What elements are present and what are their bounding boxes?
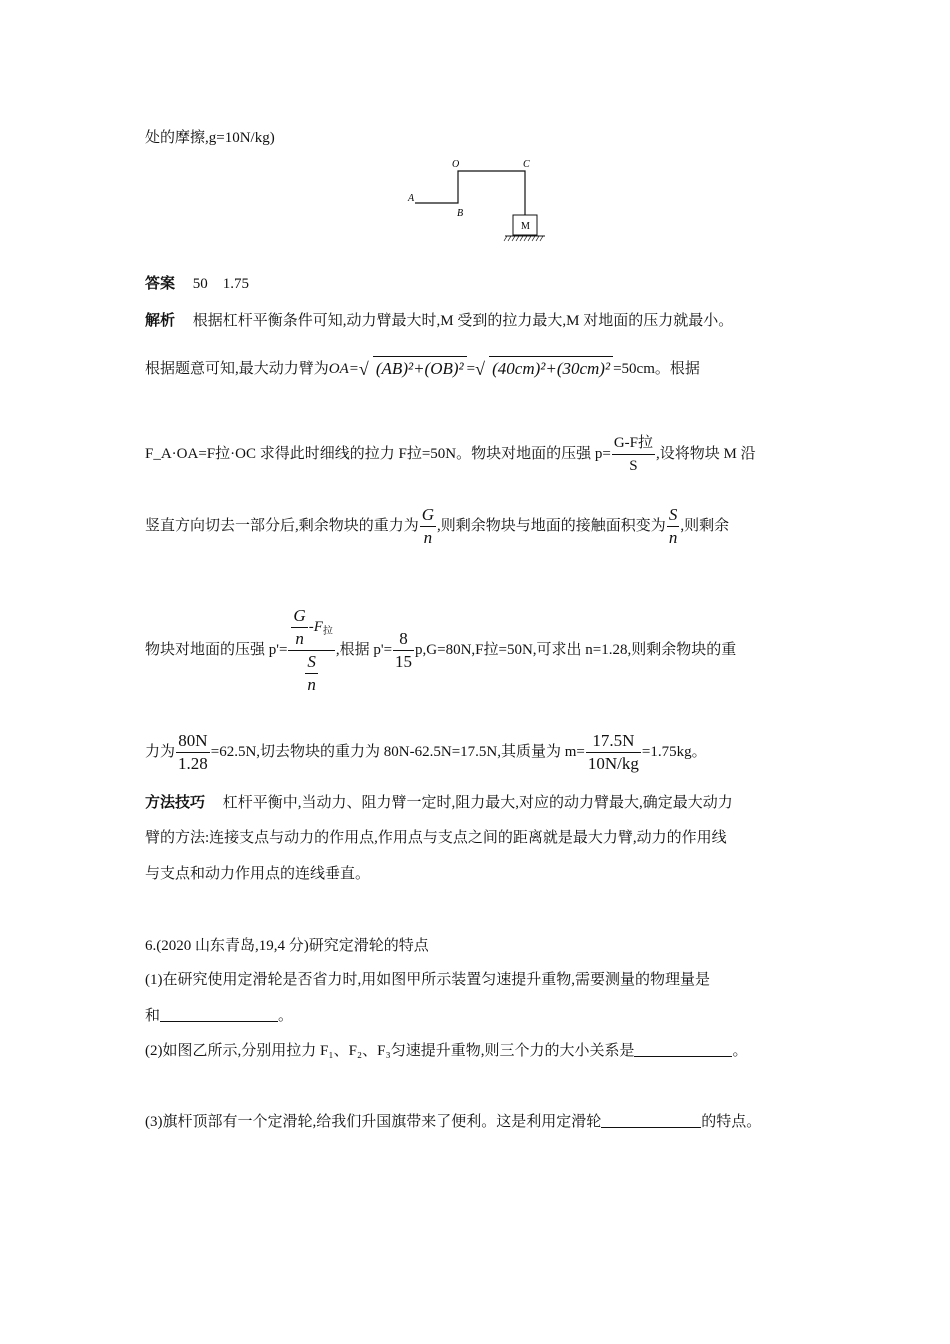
label-a: A — [408, 193, 415, 204]
q2-end: 。 — [732, 1043, 748, 1059]
pressure-den: S — [629, 458, 638, 475]
question-2 — [145, 1041, 747, 1061]
method-line-1 — [145, 792, 733, 813]
method-l3: 与支点和动力作用点的连线垂直。 — [145, 866, 371, 882]
ratio-num: 8 — [393, 628, 414, 651]
question-title-text: 6.(2020 山东青岛,19,4 分)研究定滑轮的特点 — [145, 938, 429, 954]
area-fraction — [667, 504, 680, 549]
q1-end: 。 — [278, 1008, 294, 1024]
analysis-p6-mid: =62.5N,切去物块的重力为 80N-62.5N=17.5N,其质量为 m= — [210, 744, 585, 760]
analysis-p3-post: ,设将物块 M 沿 — [656, 446, 756, 462]
label-m: M — [521, 221, 530, 232]
analysis-label: 解析 — [145, 311, 176, 329]
weight-num: 80N — [176, 730, 210, 753]
friction-line — [145, 128, 275, 148]
mass-fraction — [586, 730, 641, 775]
analysis-line-6 — [145, 728, 707, 776]
analysis-p3-pre: F_A·OA=F拉·OC 求得此时细线的拉力 F拉=50N。物块对地面的压强 p= — [145, 446, 611, 462]
analysis-p2-pre: 根据题意可知,最大动力臂为 — [145, 361, 329, 377]
analysis-p2-post: =50cm。根据 — [613, 361, 700, 377]
analysis-line-2: 根据题意可知,最大动力臂为OA= √ (AB)²+(OB)² = √ (40cm)²+(30cm)² =50cm。根据 — [145, 356, 700, 383]
compound-g: G — [291, 605, 307, 628]
method-l1: 杠杆平衡中,当动力、阻力臂一定时,阻力最大,对应的动力臂最大,确定最大动力 — [222, 795, 733, 811]
q3-answer-blank[interactable] — [601, 1113, 701, 1128]
analysis-p6-post: =1.75kg。 — [641, 744, 707, 760]
question-1a — [145, 970, 710, 990]
compound-n1: n — [295, 629, 304, 649]
pressure-fraction — [612, 432, 655, 477]
gravity-den: n — [423, 528, 433, 548]
analysis-line-4 — [145, 502, 729, 550]
q1-text: (1)在研究使用定滑轮是否省力时,用如图甲所示装置匀速提升重物,需要测量的物理量是 — [145, 972, 710, 988]
sqrt-2-content: (40cm)²+(30cm)² — [489, 356, 613, 378]
answer-label: 答案 — [145, 274, 176, 292]
ratio-fraction — [393, 628, 414, 673]
question-title — [145, 936, 429, 956]
sqrt-1-content: (AB)²+(OB)² — [373, 356, 467, 378]
gravity-fraction — [420, 504, 436, 549]
compound-num: $\frac{G}{n}$ $-F_拉$ — [288, 605, 334, 651]
ratio-den: 15 — [395, 652, 413, 672]
question-1b — [145, 1006, 293, 1026]
gravity-num: G — [420, 504, 436, 527]
compound-den — [288, 651, 334, 696]
label-o: O — [452, 159, 460, 170]
pressure-num: G-F拉 — [612, 432, 655, 455]
label-c: C — [523, 159, 530, 170]
compound-n2: n — [307, 675, 316, 695]
answer-line — [145, 273, 249, 294]
analysis-p4-post: ,则剩余 — [680, 518, 730, 534]
analysis-p5-mid: ,根据 p'= — [335, 642, 393, 658]
compound-fraction — [288, 605, 334, 696]
analysis-p4-pre: 竖直方向切去一部分后,剩余物块的重力为 — [145, 518, 419, 534]
analysis-line-5 — [145, 600, 736, 700]
analysis-p6-pre: 力为 — [145, 744, 176, 760]
analysis-p4-mid: ,则剩余物块与地面的接触面积变为 — [437, 518, 666, 534]
mass-num: 17.5N — [586, 730, 641, 753]
label-b: B — [457, 208, 464, 219]
answer-value: 50 1.75 — [192, 276, 250, 292]
analysis-p2-oa: OA= — [328, 361, 359, 377]
ground-hatch — [504, 236, 543, 241]
analysis-p5-post: p,G=80N,F拉=50N,可求出 n=1.28,则剩余物块的重 — [415, 642, 737, 658]
friction-text: 处的摩擦,g=10N/kg) — [145, 130, 275, 146]
q2-text: (2)如图乙所示,分别用拉力 F₁、F₂、F₃匀速提升重物,则三个力的大小关系是 — [145, 1043, 635, 1059]
weight-fraction — [176, 730, 210, 775]
analysis-p1: 根据杠杆平衡条件可知,动力臂最大时,M 受到的拉力最大,M 对地面的压力就最小。 — [192, 313, 734, 329]
sqrt-2: √ (40cm)²+(30cm)² — [475, 356, 613, 383]
lever-diagram — [405, 155, 545, 247]
question-3 — [145, 1112, 761, 1132]
compound-s: S — [305, 651, 318, 674]
area-num: S — [667, 504, 680, 527]
method-line-3 — [145, 864, 370, 884]
weight-den: 1.28 — [178, 754, 208, 774]
method-line-2 — [145, 828, 727, 848]
sqrt-1: √ (AB)²+(OB)² — [359, 356, 467, 383]
q1-and: 和 — [145, 1008, 161, 1024]
area-den: n — [668, 528, 678, 548]
q3-text: (3)旗杆顶部有一个定滑轮,给我们升国旗带来了便利。这是利用定滑轮 — [145, 1114, 602, 1130]
q3-end: 的特点。 — [701, 1114, 762, 1130]
method-label: 方法技巧 — [145, 793, 206, 811]
analysis-p5-pre: 物块对地面的压强 p'= — [145, 642, 288, 658]
method-l2: 臂的方法:连接支点与动力的作用点,作用点与支点之间的距离就是最大力臂,动力的作用线 — [145, 830, 727, 846]
analysis-line-1 — [145, 310, 733, 331]
lever-bar — [415, 171, 525, 215]
q1-answer-blank[interactable] — [160, 1007, 278, 1022]
analysis-line-3 — [145, 430, 756, 478]
mass-den: 10N/kg — [587, 754, 639, 774]
q2-answer-blank[interactable] — [634, 1042, 732, 1057]
